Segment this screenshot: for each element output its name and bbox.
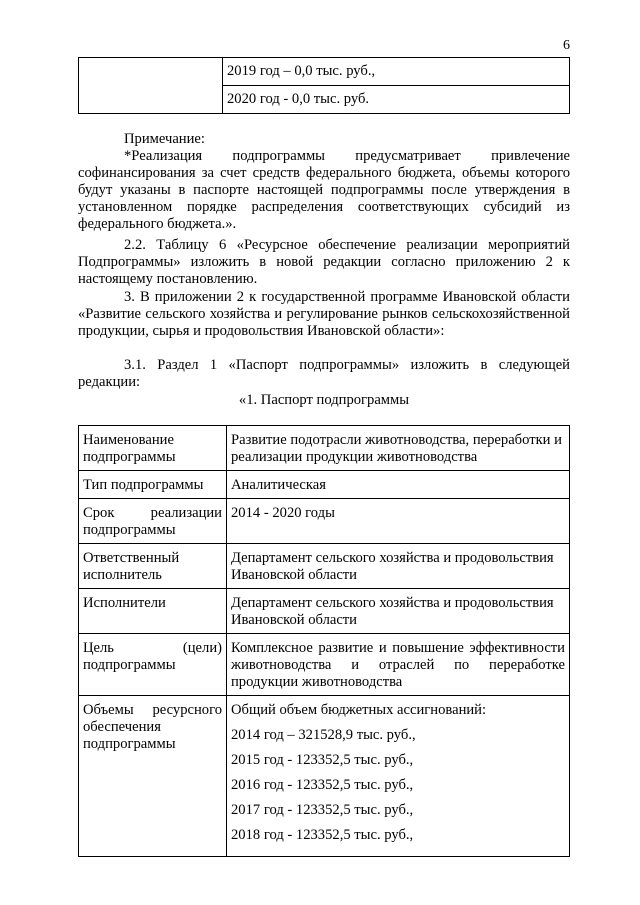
- row-label: Тип подпрограммы: [79, 471, 227, 499]
- table-row: [79, 58, 570, 114]
- empty-cell: [79, 58, 223, 114]
- paragraph-3: [78, 289, 570, 340]
- row-value: Комплексное развитие и повышение эффективности животноводства и отраслей по переработке продукции животноводства: [227, 634, 570, 696]
- funding-line: 2018 год - 123352,5 тыс. руб.,: [231, 827, 414, 843]
- note-text: *Реализация подпрограммы предусматривает привлечение софинансирования за счет средств федерального бюджета, объемы которого будут указаны в паспорте настоящей подпрограммы после утверждения в установленном порядке распределения соответствующих субсидий из федерального бюджета.».: [78, 148, 570, 232]
- table-row: [79, 634, 570, 696]
- funding-line: 2017 год - 123352,5 тыс. руб.,: [231, 802, 414, 818]
- paragraph-text: 2.2. Таблицу 6 «Ресурсное обеспечение реализации мероприятий Подпрограммы» изложить в новой редакции согласно приложению 2 к настоящему постановлению.: [78, 237, 570, 287]
- row-label: Срок реализации подпрограммы: [79, 499, 227, 544]
- table-row: [79, 544, 570, 589]
- page-number: 6: [563, 38, 570, 53]
- table-row: [79, 471, 570, 499]
- table-row: [79, 426, 570, 471]
- passport-table: [78, 425, 570, 857]
- note-block: [78, 131, 570, 233]
- row-value: 2014 - 2020 годы: [227, 499, 570, 544]
- funding-continuation-table: [78, 57, 570, 114]
- passport-title-block: [78, 392, 570, 409]
- funding-lines-cell: [223, 58, 570, 114]
- funding-line: 2014 год – 321528,9 тыс. руб.,: [231, 727, 416, 743]
- paragraph-text: 3.1. Раздел 1 «Паспорт подпрограммы» изложить в следующей редакции:: [78, 357, 570, 390]
- paragraph-2-2: [78, 237, 570, 288]
- row-value: Департамент сельского хозяйства и продовольствия Ивановской области: [227, 589, 570, 634]
- funding-lines-cell: [227, 696, 570, 857]
- funding-line: 2019 год – 0,0 тыс. руб.,: [227, 63, 376, 79]
- table-row: [79, 589, 570, 634]
- row-label: Исполнители: [79, 589, 227, 634]
- passport-title: «1. Паспорт подпрограммы: [238, 392, 410, 408]
- row-label: Ответственный исполнитель: [79, 544, 227, 589]
- funding-line: 2015 год - 123352,5 тыс. руб.,: [231, 752, 414, 768]
- row-value: Аналитическая: [227, 471, 570, 499]
- row-label: Объемы ресурсного обеспечения подпрограммы: [79, 696, 227, 857]
- note-title: Примечание:: [124, 131, 205, 147]
- row-label: Наименование подпрограммы: [79, 426, 227, 471]
- paragraph-3-1: [78, 357, 570, 391]
- row-label: Цель (цели) подпрограммы: [79, 634, 227, 696]
- funding-line: Общий объем бюджетных ассигнований:: [231, 702, 487, 718]
- row-value: Развитие подотрасли животноводства, переработки и реализации продукции животноводства: [227, 426, 570, 471]
- funding-line: 2016 год - 123352,5 тыс. руб.,: [231, 777, 414, 793]
- table-row: [79, 696, 570, 857]
- paragraph-text: 3. В приложении 2 к государственной программе Ивановской области «Развитие сельского хозяйства и регулирование рынков сельскохозяйственной продукции, сырья и продовольствия Ивановской области»:: [78, 289, 570, 339]
- funding-line: 2020 год - 0,0 тыс. руб.: [223, 85, 569, 113]
- table-row: [79, 499, 570, 544]
- row-value: Департамент сельского хозяйства и продовольствия Ивановской области: [227, 544, 570, 589]
